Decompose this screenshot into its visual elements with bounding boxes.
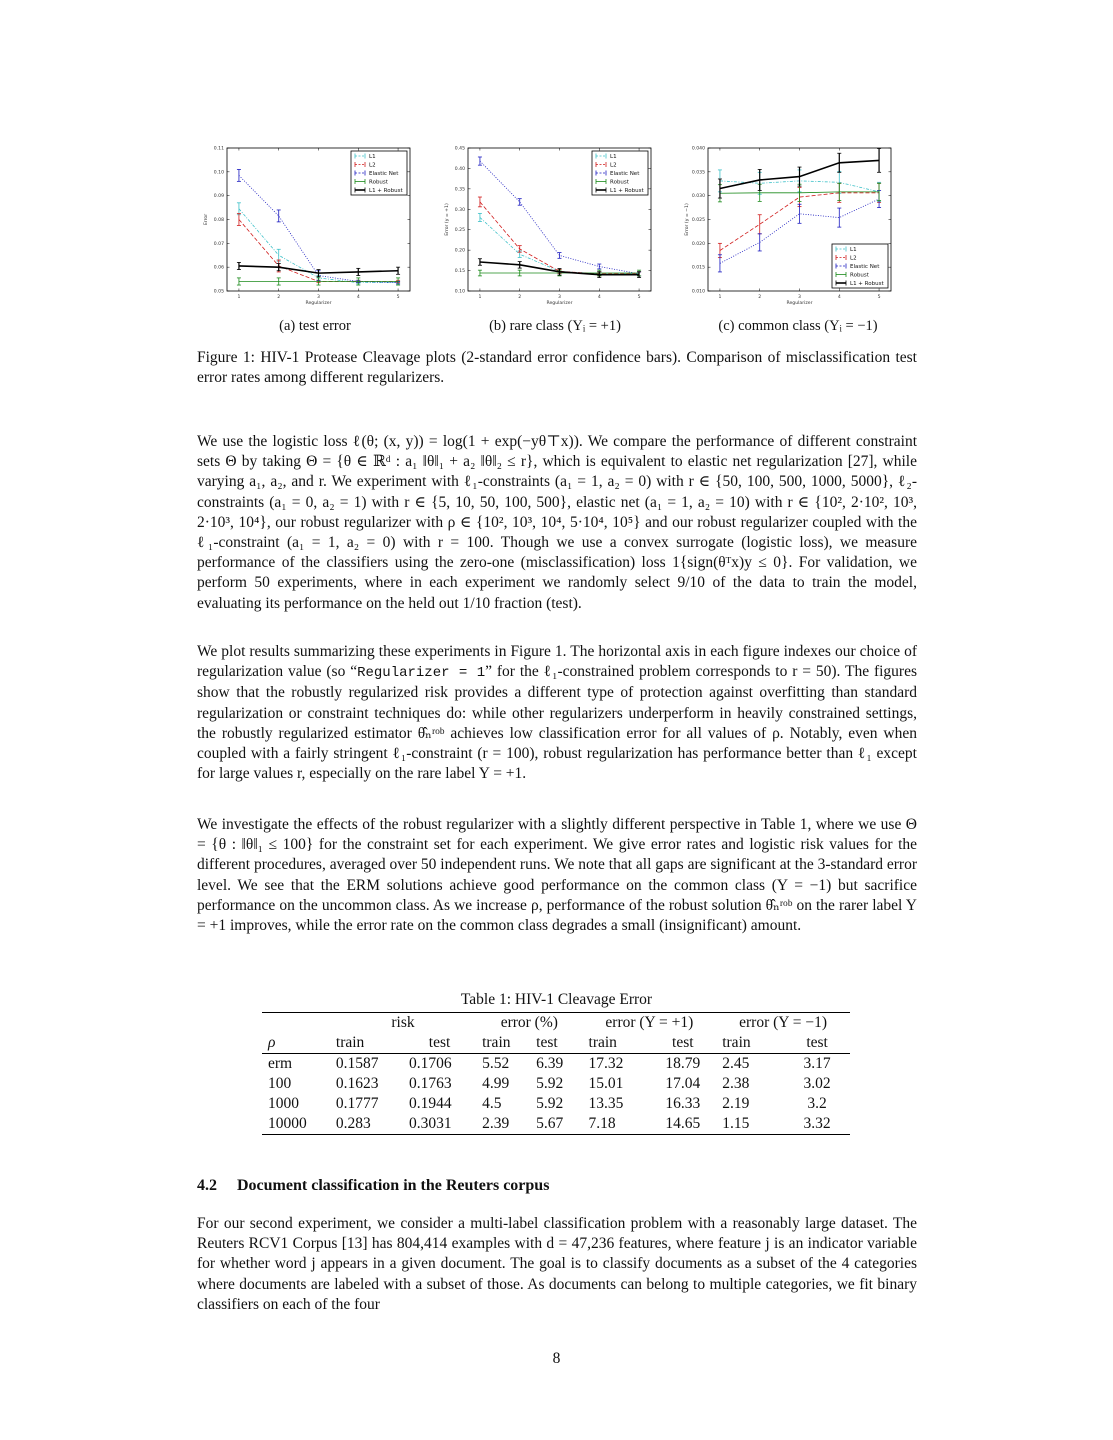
code-regularizer: Regularizer = 1	[357, 665, 486, 682]
y-tick-label: 0.020	[691, 241, 705, 247]
table-cell: 5.92	[536, 1075, 564, 1092]
subcaption-c: (c) common class (Yᵢ = −1)	[718, 318, 878, 334]
series-line-l1	[480, 217, 639, 273]
x-tick-label: 1	[718, 295, 722, 300]
error-bar	[758, 215, 762, 234]
y-tick-label: 0.08	[213, 218, 224, 223]
y-tick-label: 0.015	[691, 265, 705, 271]
column-header: test	[784, 1033, 850, 1054]
y-tick-label: 0.025	[691, 218, 705, 223]
table-cell: 2.19	[722, 1095, 750, 1112]
table-cell: 0.1777	[335, 1095, 379, 1112]
table-cell: 5.52	[482, 1055, 510, 1072]
paragraph-reuters: For our second experiment, we consider a multi-label classification problem with a reasonably large dataset. The Reuters RCV1 Corpus [13] has 804,414 examples with d = 47,236 features, where feature j is an indicator variable for whether word j appears in a given document. The goal is to classify documents as a subset of the 4 categories where documents are labeled with a subset of those. As documents can belong to multiple categories, we fit binary classifiers on each of the four	[197, 1215, 917, 1313]
legend-label: Elastic Net	[610, 171, 640, 177]
table-cell: 17.04	[665, 1075, 701, 1092]
section-title: Document classification in the Reuters corpus	[237, 1177, 550, 1194]
paragraph-setup: We use the logistic loss ℓ(θ; (x, y)) = log(1 + exp(−yθ⊤x)). We compare the performance of different constraint sets Θ by taking Θ = {θ ∈ ℝᵈ : a₁ ‖θ‖₁ + a₂ ‖θ‖₂ ≤ r}, which is equivalent to elastic net regularization [27], while varying a₁, a₂, and r. We experiment with ℓ₁-constraints (a₁ = 1, a₂ = 0) with r ∈ {50, 100, 500, 1000, 5000}, ℓ₂-constraints (a₁ = 0, a₂ = 1) with r ∈ {5, 10, 50, 100, 500}, elastic net (a₁ = 1, a₂ = 10) with r ∈ {10², 2·10², 10³, 2·10³, 10⁴}, our robust regularizer with ρ ∈ {10², 10³, 10⁴, 5·10⁴, 10⁵} and our robust regularizer coupled with the ℓ₁-constraint (a₁ = 1, a₂ = 0) with r = 100. Though we use a convex surrogate (logistic loss), we measure performance of the classifiers using the zero-one (misclassification) loss 1{sign(θᵀx)y ≤ 0}. For validation, we perform 50 experiments, where in each experiment we randomly select 9/10 of the data to train the model, evaluating its performance on the held out 1/10 fraction (test).	[197, 433, 917, 612]
group-header: error (%)	[476, 1013, 582, 1034]
table-group-header-row	[262, 1013, 850, 1034]
subcaption-b: (b) rare class (Yᵢ = +1)	[489, 318, 621, 334]
table-cell: 3.17	[803, 1055, 831, 1072]
table-cell: erm	[268, 1055, 293, 1072]
table-cell: 18.79	[665, 1055, 701, 1072]
x-tick-label: 4	[356, 295, 360, 300]
chart-common-class	[676, 143, 901, 308]
x-tick-label: 5	[637, 295, 641, 300]
x-tick-label: 2	[518, 295, 522, 300]
legend-label: L1	[610, 154, 617, 160]
error-bar	[277, 249, 281, 261]
x-tick-label: 3	[558, 295, 561, 300]
group-header: error (Y = +1)	[583, 1013, 717, 1034]
table-cell: 4.5	[482, 1095, 502, 1112]
y-tick-label: 0.10	[454, 289, 465, 295]
column-header: train	[330, 1033, 403, 1054]
error-bar	[758, 234, 762, 251]
table-cell: 7.18	[583, 1114, 650, 1135]
chart-common-class-svg	[676, 143, 901, 308]
column-header: train	[476, 1033, 530, 1054]
table-cell: 1000	[268, 1095, 299, 1112]
legend-label: L1	[369, 154, 376, 160]
y-axis-label: Error	[204, 213, 209, 226]
table-cell: 0.1706	[409, 1055, 452, 1072]
table-row	[262, 1094, 850, 1114]
y-tick-label: 0.030	[691, 194, 705, 200]
column-header: test	[403, 1033, 476, 1054]
table-row	[262, 1074, 850, 1094]
y-tick-label: 0.05	[213, 289, 224, 295]
error-bar	[597, 264, 601, 269]
table-cell: 6.39	[536, 1055, 564, 1072]
chart-rare-class-svg	[436, 143, 661, 308]
legend-label: L2	[850, 255, 857, 262]
y-tick-label: 0.09	[213, 194, 224, 200]
paragraph-table-discussion: We investigate the effects of the robust regularizer with a slightly different perspective in Table 1, where we use Θ = {θ : ‖θ‖₁ ≤ 100} for the constraint set for each experiment. We give error rates and logistic risk values for the different procedures, averaged over 50 independent runs. We note that all gaps are significant at the 3-standard error level. We see that the ERM solutions achieve good performance on the common class (Y = −1) but sacrifice performance on the uncommon class. As we increase ρ, performance of the robust solution θ̂ₙʳᵒᵇ on the rarer label Y = +1 improves, while the error rate on the common class degrades a small (insignificant) amount.	[197, 816, 917, 935]
table-sub-header-row	[262, 1033, 850, 1054]
error-bar	[478, 197, 482, 207]
y-tick-label: 0.07	[213, 241, 224, 247]
table-cell: 3.02	[803, 1075, 831, 1092]
page-number: 8	[552, 1350, 561, 1367]
column-header: ρ	[262, 1033, 330, 1054]
error-bar	[237, 169, 241, 181]
legend-label: Robust	[610, 179, 629, 186]
x-axis-label: Regularizer	[305, 301, 332, 306]
table-cell: 2.38	[722, 1075, 750, 1092]
table-cell: 100	[268, 1075, 292, 1092]
y-tick-label: 0.06	[213, 265, 224, 271]
y-tick-label: 0.010	[691, 289, 705, 295]
table-cell: 10000	[262, 1114, 330, 1135]
table-cell: 17.32	[588, 1055, 624, 1072]
table-cell: 2.39	[476, 1114, 530, 1135]
x-tick-label: 1	[478, 295, 482, 300]
y-tick-label: 0.25	[454, 228, 465, 234]
paragraph-results-part-2: ” for the ℓ₁-constrained problem corresponds to r = 50). The figures show that the robustly regularized risk provides a different type of protection against overfitting than standard regularization or constraint techniques do: while other regularizers underperform in heavily constrained settings, the robustly regularized estimator θ̂ₙʳᵒᵇ achieves low classification error for all values of ρ. Notably, even when coupled with a fairly stringent ℓ₁-constraint (r = 100), robust regularization has performance better than ℓ₁ except for large values r, especially on the rare label Y = +1.	[197, 663, 917, 783]
table-cell: 5.67	[530, 1114, 582, 1135]
legend	[592, 151, 648, 195]
x-axis-label: Regularizer	[786, 301, 813, 306]
chart-test-error	[195, 143, 420, 308]
table-cell: 13.35	[588, 1095, 624, 1112]
table-cell: 0.1587	[335, 1055, 379, 1072]
group-header: risk	[330, 1013, 476, 1034]
error-bar	[478, 157, 482, 165]
legend-label: L1	[850, 247, 857, 253]
table-cell: 2.45	[722, 1055, 750, 1072]
legend-label: L2	[610, 162, 617, 169]
figure-caption: Figure 1: HIV-1 Protease Cleavage plots (2-standard error confidence bars). Comparison of misclassification test error rates among different regularizers.	[197, 349, 917, 386]
table-cell: 0.1623	[335, 1075, 379, 1092]
x-tick-label: 2	[758, 295, 762, 300]
paragraph-results	[197, 642, 917, 784]
error-bar	[277, 210, 281, 222]
table-cell: 3.32	[784, 1114, 850, 1135]
table-cell: 14.65	[649, 1114, 716, 1135]
y-tick-label: 0.30	[454, 207, 465, 213]
legend-label: L1 + Robust	[850, 281, 884, 287]
figure-1	[195, 143, 925, 306]
paragraph-results-part-1: We plot results summarizing these experiments in Figure 1. The horizontal axis in each figure indexes our choice of regularization value (so “	[197, 643, 917, 681]
legend-label: L1 + Robust	[369, 188, 403, 194]
table-cell: 16.33	[665, 1095, 701, 1112]
error-bar	[478, 213, 482, 221]
table-row	[262, 1114, 850, 1135]
table-cell: 0.283	[330, 1114, 403, 1135]
legend	[351, 151, 407, 195]
table-cell: 0.1944	[409, 1095, 452, 1112]
error-bar	[237, 203, 241, 215]
y-tick-label: 0.20	[454, 248, 465, 254]
legend-label: Elastic Net	[850, 264, 880, 270]
x-axis-label: Regularizer	[546, 301, 573, 306]
y-tick-label: 0.15	[454, 269, 465, 275]
results-table	[262, 1012, 850, 1135]
y-tick-label: 0.040	[691, 146, 705, 152]
y-tick-label: 0.10	[213, 170, 224, 176]
x-tick-label: 2	[277, 295, 281, 300]
legend-label: Robust	[850, 272, 869, 279]
table-cell: 5.92	[536, 1095, 564, 1112]
x-tick-label: 3	[798, 295, 801, 300]
legend-label: L1 + Robust	[610, 188, 644, 194]
table-cell: 4.99	[482, 1075, 510, 1092]
legend	[832, 244, 888, 288]
table-cell: 0.1763	[409, 1075, 452, 1092]
group-header: error (Y = −1)	[716, 1013, 850, 1034]
x-tick-label: 3	[317, 295, 320, 300]
legend-label: L2	[369, 162, 376, 169]
error-bar	[237, 214, 241, 226]
column-header: train	[583, 1033, 650, 1054]
chart-test-error-svg	[195, 143, 420, 308]
y-tick-label: 0.11	[213, 146, 224, 152]
y-axis-label: Error (y = −1)	[685, 203, 690, 236]
x-tick-label: 1	[237, 295, 241, 300]
x-tick-label: 5	[877, 295, 881, 300]
x-tick-label: 4	[597, 295, 601, 300]
table-row	[262, 1054, 850, 1075]
table-cell: 15.01	[588, 1075, 624, 1092]
column-header: test	[649, 1033, 716, 1054]
y-tick-label: 0.35	[454, 187, 465, 193]
table-cell: 1.15	[716, 1114, 784, 1135]
y-axis-label: Error (y = +1)	[445, 203, 450, 236]
table-caption: Table 1: HIV-1 Cleavage Error	[460, 991, 653, 1008]
column-header: test	[530, 1033, 582, 1054]
error-bar	[518, 199, 522, 206]
column-header: train	[716, 1033, 784, 1054]
section-number: 4.2	[197, 1177, 217, 1194]
table-cell: 0.3031	[403, 1114, 476, 1135]
table-cell: 3.2	[807, 1095, 827, 1112]
y-tick-label: 0.035	[691, 170, 705, 176]
legend-label: Elastic Net	[369, 171, 399, 177]
x-tick-label: 5	[396, 295, 400, 300]
subcaption-a: (a) test error	[279, 318, 351, 334]
x-tick-label: 4	[837, 295, 841, 300]
chart-rare-class	[436, 143, 661, 308]
y-tick-label: 0.45	[454, 146, 465, 152]
section-heading	[197, 1177, 549, 1195]
legend-label: Robust	[369, 179, 388, 186]
y-tick-label: 0.40	[454, 166, 465, 172]
